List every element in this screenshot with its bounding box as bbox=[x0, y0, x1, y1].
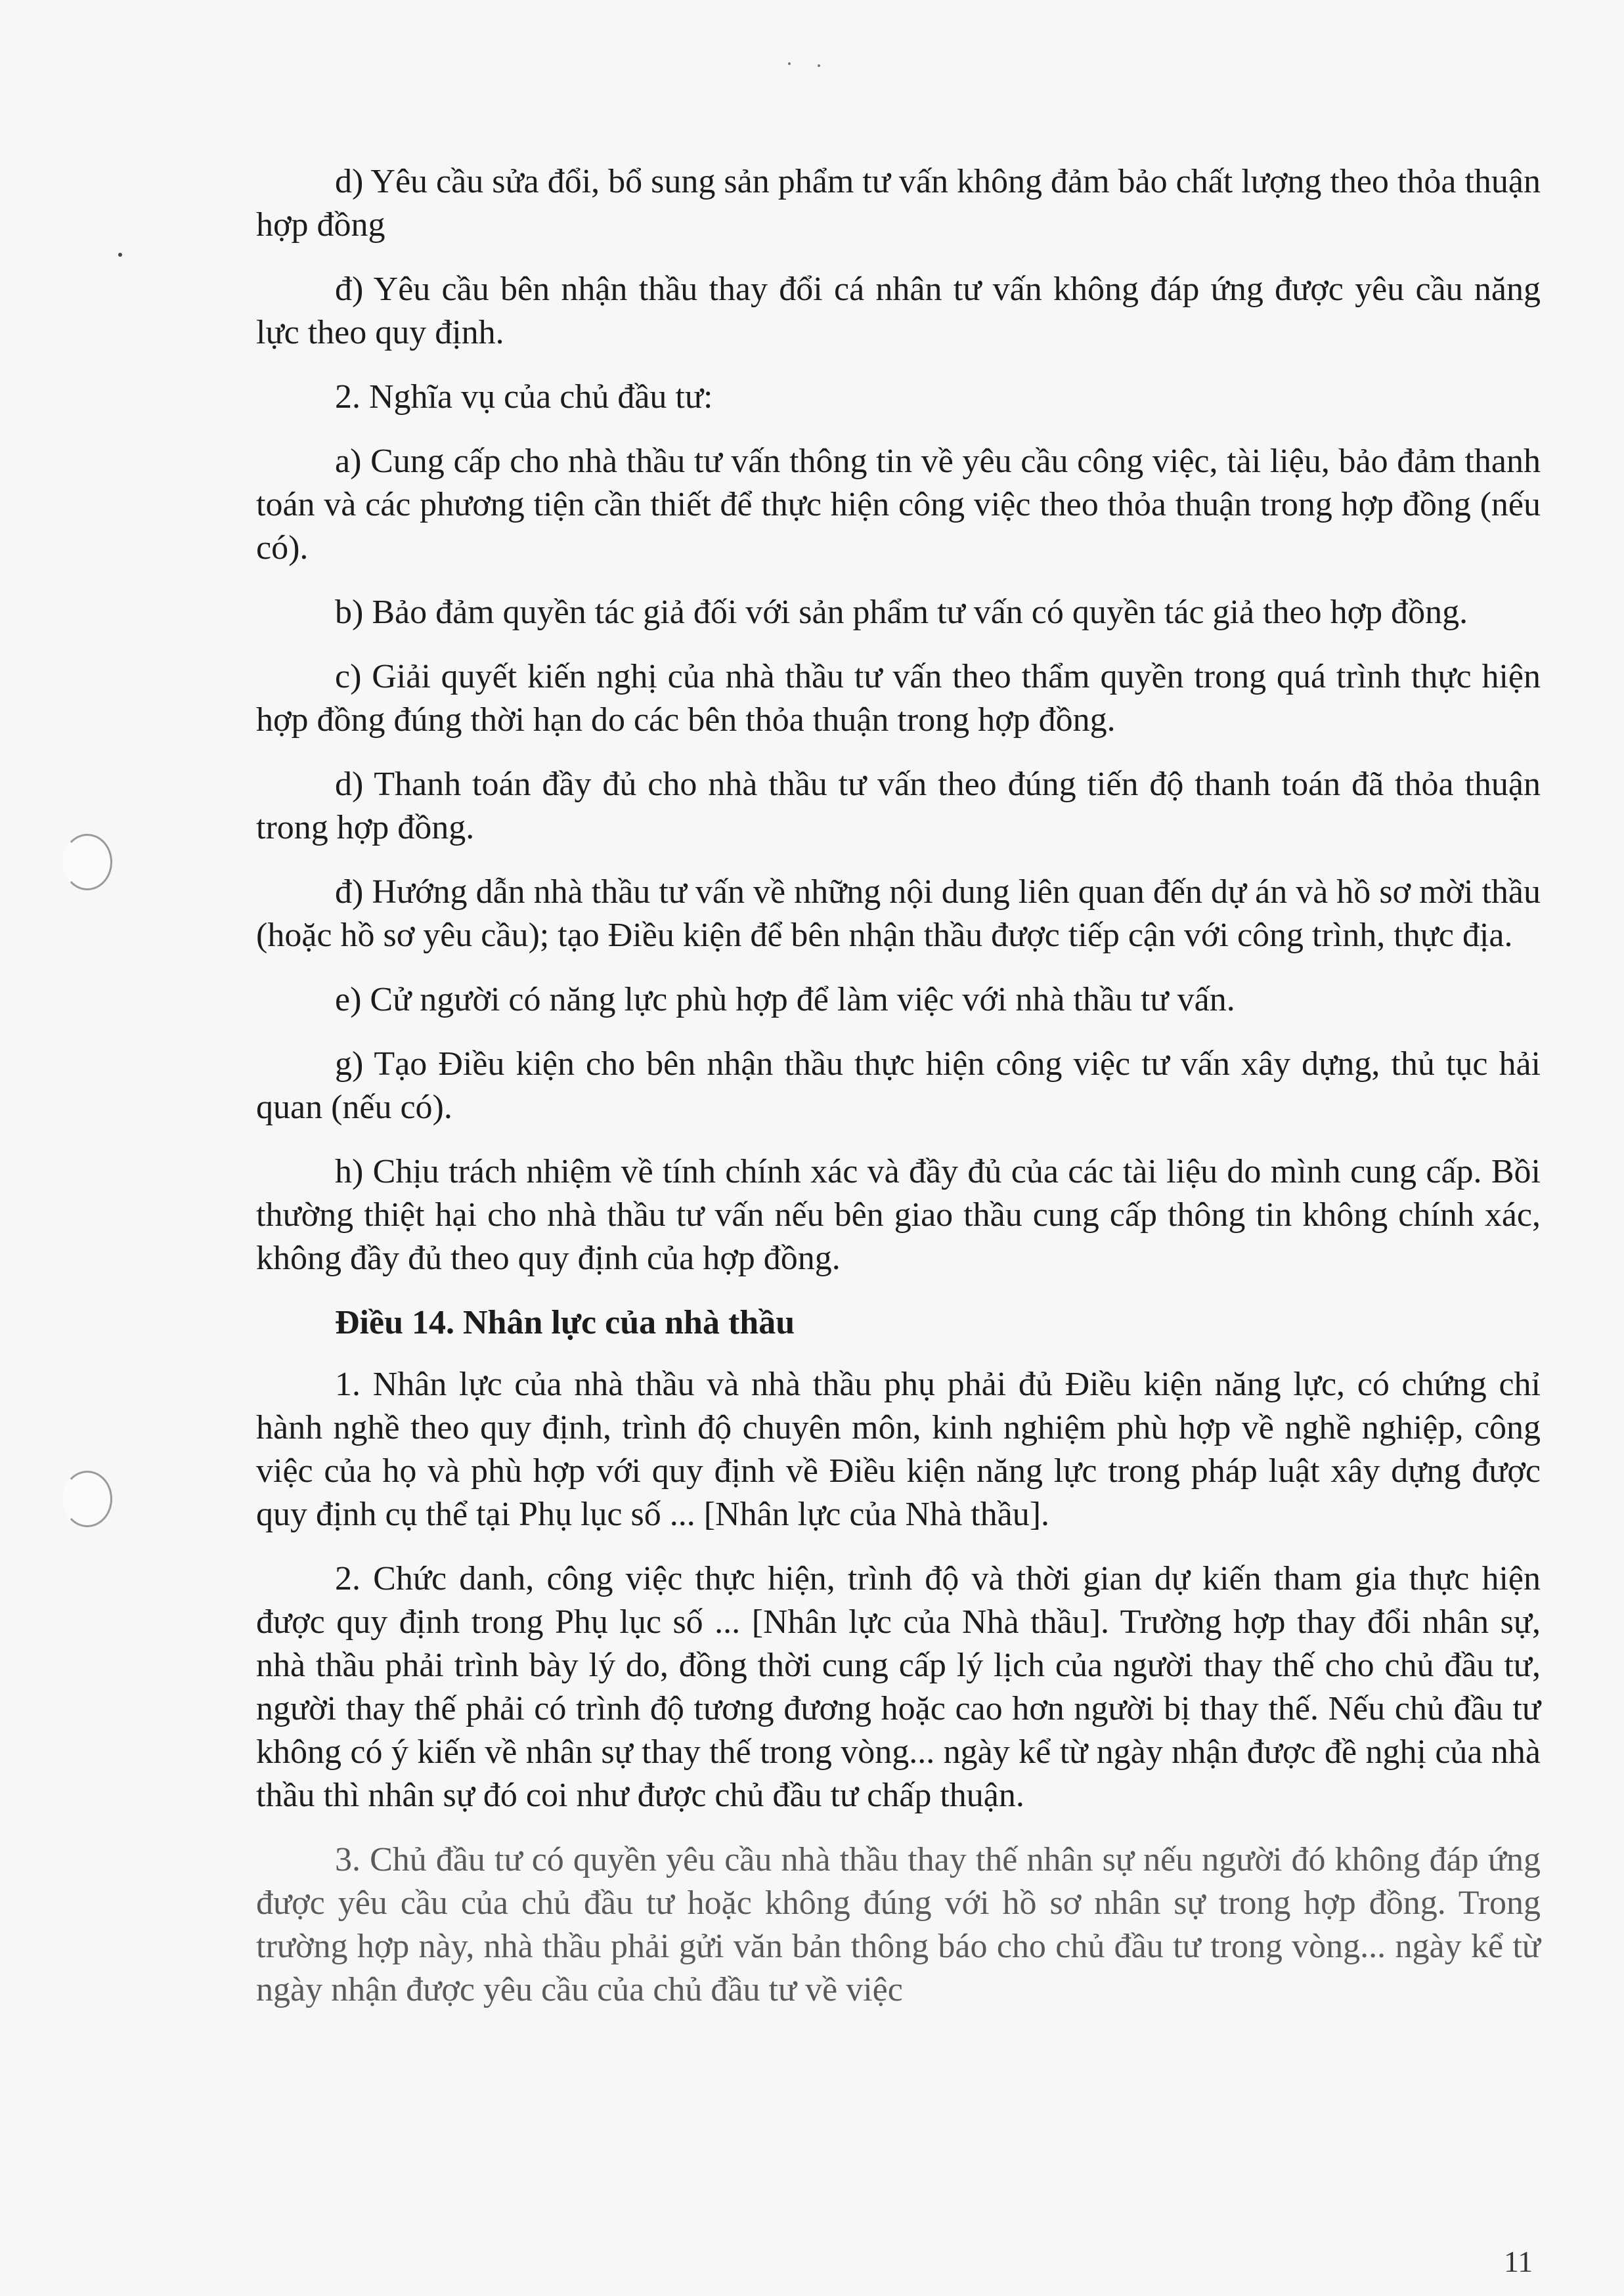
paragraph-c-giai-quyet: c) Giải quyết kiến nghị của nhà thầu tư vấn theo thẩm quyền trong quá trình thực hiện hợp đồng đúng thời hạn do các bên thỏa thuận trong hợp đồng. bbox=[256, 658, 1541, 739]
paragraph-a-cung-cap: a) Cung cấp cho nhà thầu tư vấn thông tin về yêu cầu công việc, tài liệu, bảo đảm thanh toán và các phương tiện cần thiết để thực hiện công việc theo thỏa thuận trong hợp đồng (nếu có). bbox=[256, 443, 1541, 567]
paragraph-1-nhan-luc: 1. Nhân lực của nhà thầu và nhà thầu phụ phải đủ Điều kiện năng lực, có chứng chỉ hành nghề theo quy định, trình độ chuyên môn, kinh nghiệm phù hợp về nghề nghiệp, công việc của họ và phù hợp với quy định về Điều kiện năng lực trong pháp luật xây dựng được quy định cụ thể tại Phụ lục số ... [Nhân lực của Nhà thầu]. bbox=[256, 1366, 1541, 1533]
paragraph-h-chiu-trach-nhiem: h) Chịu trách nhiệm về tính chính xác và đầy đủ của các tài liệu do mình cung cấp. Bồi thường thiệt hại cho nhà thầu tư vấn nếu bên giao thầu cung cấp thông tin không chính xác, không đầy đủ theo quy định của hợp đồng. bbox=[256, 1153, 1541, 1277]
punch-hole-upper bbox=[62, 834, 112, 890]
paragraph-b-bao-dam: b) Bảo đảm quyền tác giả đối với sản phẩm tư vấn có quyền tác giả theo hợp đồng. bbox=[335, 594, 1468, 631]
scan-speck bbox=[788, 62, 791, 65]
paragraph-e-cu-nguoi: e) Cử người có năng lực phù hợp để làm việc với nhà thầu tư vấn. bbox=[335, 981, 1235, 1018]
paragraph-2-chuc-danh: 2. Chức danh, công việc thực hiện, trình độ và thời gian dự kiến tham gia thực hiện được quy định trong Phụ lục số ... [Nhân lực của Nhà thầu]. Trường hợp thay đổi nhân sự, nhà thầu phải trình bày lý do, đồng thời cung cấp lý lịch của người thay thế cho chủ đầu tư, người thay thế phải có trình độ tương đương hoặc cao hơn người bị thay thế. Nếu chủ đầu tư không có ý kiến về nhân sự thay thế trong vòng... ngày kể từ ngày nhận được đề nghị của nhà thầu thì nhân sự đó coi như được chủ đầu tư chấp thuận. bbox=[256, 1560, 1541, 1814]
page-number: 11 bbox=[1504, 2245, 1533, 2278]
paragraph-d-thanh-toan: d) Thanh toán đầy đủ cho nhà thầu tư vấn theo đúng tiến độ thanh toán đã thỏa thuận trong hợp đồng. bbox=[256, 766, 1541, 846]
section-heading: Điều 14. Nhân lực của nhà thầu bbox=[335, 1304, 795, 1341]
scan-speck bbox=[818, 64, 820, 67]
paragraph-dd-yeu-cau-thay-doi: đ) Yêu cầu bên nhận thầu thay đổi cá nhân tư vấn không đáp ứng được yêu cầu năng lực theo quy định. bbox=[256, 271, 1541, 351]
scan-speck bbox=[118, 253, 122, 257]
paragraph-g-tao-dieu-kien: g) Tạo Điều kiện cho bên nhận thầu thực hiện công việc tư vấn xây dựng, thủ tục hải quan (nếu có). bbox=[256, 1045, 1541, 1126]
paragraph-d-yeu-cau-sua-doi: d) Yêu cầu sửa đổi, bổ sung sản phẩm tư vấn không đảm bảo chất lượng theo thỏa thuận hợp đồng bbox=[256, 163, 1541, 244]
document-body bbox=[256, 160, 1541, 2033]
paragraph-2-nghia-vu: 2. Nghĩa vụ của chủ đầu tư: bbox=[335, 378, 713, 416]
paragraph-dd-huong-dan: đ) Hướng dẫn nhà thầu tư vấn về những nội dung liên quan đến dự án và hồ sơ mời thầu (hoặc hồ sơ yêu cầu); tạo Điều kiện để bên nhận thầu được tiếp cận với công trình, thực địa. bbox=[256, 873, 1541, 954]
paragraph-3-chu-dau-tu: 3. Chủ đầu tư có quyền yêu cầu nhà thầu thay thế nhân sự nếu người đó không đáp ứng được yêu cầu của chủ đầu tư hoặc không đúng với hồ sơ nhân sự trong hợp đồng. Trong trường hợp này, nhà thầu phải gửi văn bản thông báo cho chủ đầu tư trong vòng... ngày kể từ ngày nhận được yêu cầu của chủ đầu tư về việc bbox=[256, 1841, 1541, 2008]
punch-hole-lower bbox=[62, 1471, 112, 1527]
